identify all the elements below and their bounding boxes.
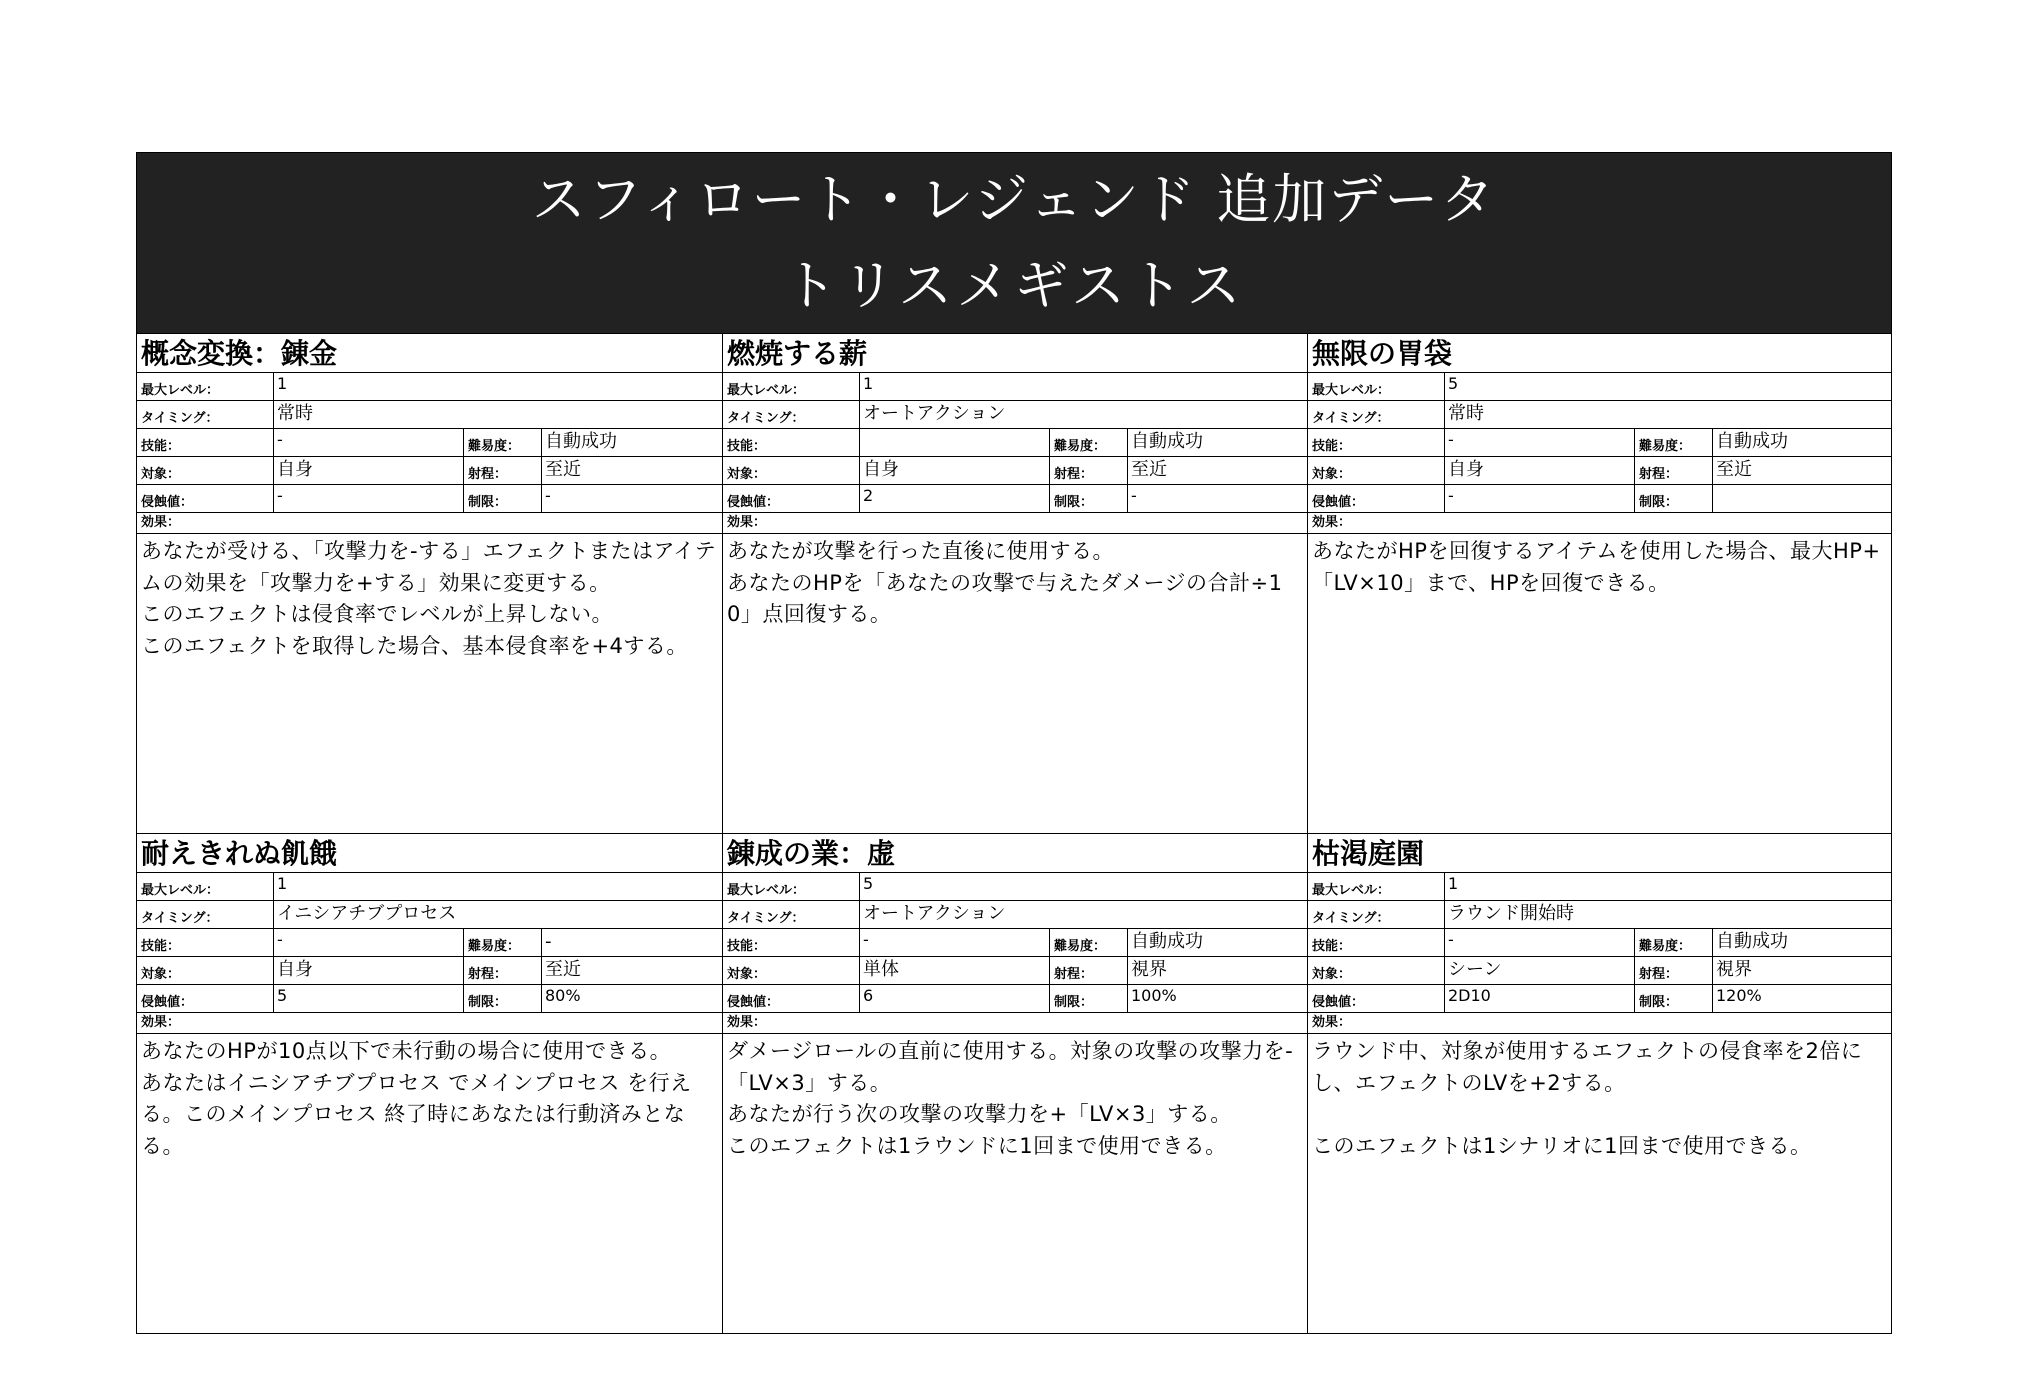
erosion-label: 侵蝕値： (727, 495, 780, 510)
max-level-value: 1 (273, 373, 722, 400)
difficulty-label: 難易度： (1049, 429, 1127, 456)
effect-name: 概念変換：錬金 (137, 334, 722, 373)
timing-label: タイミング： (141, 411, 219, 426)
max-level-row (723, 873, 1307, 901)
limit-label: 制限： (1634, 985, 1712, 1012)
timing-row (723, 901, 1307, 929)
range-value: 至近 (1127, 457, 1307, 484)
effect-label: 効果： (1308, 1013, 1891, 1034)
max-level-row (137, 873, 722, 901)
target-label: 対象： (141, 967, 181, 982)
effect-name: 耐えきれぬ飢餓 (137, 834, 722, 873)
timing-row (137, 901, 722, 929)
max-level-row (1308, 873, 1891, 901)
limit-value: 120% (1712, 985, 1891, 1012)
limit-value: 100% (1127, 985, 1307, 1012)
timing-label: タイミング： (1312, 911, 1390, 926)
timing-label: タイミング： (141, 911, 219, 926)
limit-label: 制限： (1634, 485, 1712, 512)
target-label: 対象： (727, 967, 767, 982)
difficulty-value: 自動成功 (1127, 929, 1307, 956)
effect-line: このエフェクトは1シナリオに1回まで使用できる。 (1312, 1133, 1812, 1158)
effect-text (137, 1034, 722, 1333)
erosion-label: 侵蝕値： (1312, 995, 1365, 1010)
range-label: 射程： (463, 957, 541, 984)
timing-value: オートアクション (859, 901, 1307, 928)
limit-value: - (1127, 485, 1307, 512)
timing-value: イニシアチブプロセス (273, 901, 722, 928)
effect-card (1307, 833, 1891, 1333)
effect-line: あなたのHPが10点以下で未行動の場合に使用できる。 (141, 1039, 672, 1063)
limit-label: 制限： (1049, 485, 1127, 512)
difficulty-label: 難易度： (1049, 929, 1127, 956)
effect-line (1312, 1099, 1887, 1131)
effect-line: あなたが受ける、「攻撃力を-する」エフェクトまたはアイテムの効果を「攻撃力を+する」効果に変更する。 (141, 539, 717, 595)
skill-row (137, 929, 722, 957)
timing-value: ラウンド開始時 (1444, 901, 1891, 928)
effect-line: あなたが行う次の攻撃の攻撃力を+「LV×3」する。 (727, 1102, 1232, 1126)
page-subtitle: トリスメギストス (783, 254, 1245, 317)
limit-value: - (541, 485, 722, 512)
range-label: 射程： (1049, 957, 1127, 984)
effect-line: あなたがHPを回復するアイテムを使用した場合、最大HP+「LV×10」まで、HPを回復できる。 (1312, 539, 1881, 595)
effect-label: 効果： (723, 513, 1307, 534)
target-row (1308, 957, 1891, 985)
effect-card (1307, 333, 1891, 833)
effect-sheet (136, 152, 1892, 1334)
difficulty-value: 自動成功 (1712, 429, 1891, 456)
effect-text (137, 534, 722, 833)
timing-value: 常時 (1444, 401, 1891, 428)
erosion-value: - (273, 485, 463, 512)
effect-line: ダメージロールの直前に使用する。対象の攻撃の攻撃力を-「LV×3」する。 (727, 1039, 1294, 1095)
title-banner (137, 153, 1891, 333)
range-value: 至近 (541, 957, 722, 984)
skill-value: - (1444, 429, 1634, 456)
effect-card (137, 333, 722, 833)
effect-card (722, 333, 1307, 833)
timing-row (723, 401, 1307, 429)
difficulty-value: 自動成功 (1127, 429, 1307, 456)
effect-line: あなたのHPを「あなたの攻撃で与えたダメージの合計÷10」点回復する。 (727, 570, 1283, 626)
timing-label: タイミング： (727, 411, 805, 426)
target-row (137, 457, 722, 485)
erosion-value: 2 (859, 485, 1049, 512)
target-value: 単体 (859, 957, 1049, 984)
target-label: 対象： (1312, 967, 1352, 982)
target-value: 自身 (859, 457, 1049, 484)
max-level-row (137, 373, 722, 401)
limit-label: 制限： (463, 485, 541, 512)
effect-name: 錬成の業：虚 (723, 834, 1307, 873)
range-label: 射程： (1634, 457, 1712, 484)
erosion-label: 侵蝕値： (141, 495, 194, 510)
timing-row (1308, 901, 1891, 929)
skill-value: - (859, 929, 1049, 956)
max-level-row (1308, 373, 1891, 401)
skill-value (859, 429, 1049, 456)
effect-card (722, 833, 1307, 1333)
difficulty-value: 自動成功 (541, 429, 722, 456)
effect-text (723, 534, 1307, 833)
range-value: 至近 (541, 457, 722, 484)
erosion-row (1308, 985, 1891, 1013)
max-level-value: 1 (859, 373, 1307, 400)
skill-value: - (273, 429, 463, 456)
effect-label: 効果： (723, 1013, 1307, 1034)
limit-value (1712, 485, 1891, 512)
range-label: 射程： (1634, 957, 1712, 984)
timing-label: タイミング： (727, 911, 805, 926)
skill-label: 技能： (141, 439, 181, 454)
effect-name: 枯渇庭園 (1308, 834, 1891, 873)
erosion-label: 侵蝕値： (727, 995, 780, 1010)
target-row (723, 457, 1307, 485)
max-level-value: 5 (859, 873, 1307, 900)
effect-text (1308, 1034, 1891, 1333)
target-value: 自身 (1444, 457, 1634, 484)
erosion-value: 6 (859, 985, 1049, 1012)
max-level-label: 最大レベル： (727, 383, 806, 398)
effect-label: 効果： (137, 1013, 722, 1034)
difficulty-value: 自動成功 (1712, 929, 1891, 956)
erosion-label: 侵蝕値： (141, 995, 194, 1010)
timing-row (1308, 401, 1891, 429)
skill-row (723, 929, 1307, 957)
target-value: 自身 (273, 457, 463, 484)
effect-label: 効果： (137, 513, 722, 534)
difficulty-label: 難易度： (463, 929, 541, 956)
erosion-row (1308, 485, 1891, 513)
difficulty-label: 難易度： (463, 429, 541, 456)
erosion-row (723, 485, 1307, 513)
max-level-value: 1 (273, 873, 722, 900)
limit-value: 80% (541, 985, 722, 1012)
target-label: 対象： (727, 467, 767, 482)
erosion-row (723, 985, 1307, 1013)
effect-line: このエフェクトは1ラウンドに1回まで使用できる。 (727, 1133, 1227, 1158)
max-level-value: 5 (1444, 373, 1891, 400)
range-label: 射程： (1049, 457, 1127, 484)
skill-value: - (273, 929, 463, 956)
target-value: シーン (1444, 957, 1634, 984)
target-row (137, 957, 722, 985)
effect-name: 燃焼する薪 (723, 334, 1307, 373)
target-value: 自身 (273, 957, 463, 984)
difficulty-label: 難易度： (1634, 429, 1712, 456)
skill-row (137, 429, 722, 457)
erosion-value: 2D10 (1444, 985, 1634, 1012)
skill-row (1308, 929, 1891, 957)
effect-line: あなたはイニシアチブプロセス でメインプロセス を行える。このメインプロセス 終了時にあなたは行動済みとなる。 (141, 1070, 692, 1158)
skill-label: 技能： (727, 439, 767, 454)
max-level-label: 最大レベル： (727, 883, 806, 898)
difficulty-label: 難易度： (1634, 929, 1712, 956)
limit-label: 制限： (1049, 985, 1127, 1012)
effect-line: このエフェクトを取得した場合、基本侵食率を+4する。 (141, 633, 688, 658)
max-level-label: 最大レベル： (141, 383, 220, 398)
skill-value: - (1444, 929, 1634, 956)
limit-label: 制限： (463, 985, 541, 1012)
target-row (1308, 457, 1891, 485)
max-level-label: 最大レベル： (1312, 383, 1391, 398)
target-row (723, 957, 1307, 985)
timing-row (137, 401, 722, 429)
effect-label: 効果： (1308, 513, 1891, 534)
timing-value: オートアクション (859, 401, 1307, 428)
erosion-value: 5 (273, 985, 463, 1012)
erosion-label: 侵蝕値： (1312, 495, 1365, 510)
range-value: 至近 (1712, 457, 1891, 484)
erosion-value: - (1444, 485, 1634, 512)
max-level-value: 1 (1444, 873, 1891, 900)
target-label: 対象： (141, 467, 181, 482)
target-label: 対象： (1312, 467, 1352, 482)
range-label: 射程： (463, 457, 541, 484)
effect-card (137, 833, 722, 1333)
skill-label: 技能： (141, 939, 181, 954)
effect-line: このエフェクトは侵食率でレベルが上昇しない。 (141, 602, 613, 626)
effect-text (723, 1034, 1307, 1333)
erosion-row (137, 485, 722, 513)
effect-grid (137, 333, 1891, 1333)
max-level-label: 最大レベル： (141, 883, 220, 898)
erosion-row (137, 985, 722, 1013)
difficulty-value: - (541, 929, 722, 956)
page-title: スフィロート・レジェンド 追加データ (531, 168, 1497, 231)
skill-row (1308, 429, 1891, 457)
effect-line: あなたが攻撃を行った直後に使用する。 (727, 539, 1114, 563)
skill-label: 技能： (1312, 439, 1352, 454)
skill-row (723, 429, 1307, 457)
max-level-row (723, 373, 1307, 401)
effect-name: 無限の胃袋 (1308, 334, 1891, 373)
timing-value: 常時 (273, 401, 722, 428)
timing-label: タイミング： (1312, 411, 1390, 426)
effect-text (1308, 534, 1891, 833)
range-value: 視界 (1712, 957, 1891, 984)
max-level-label: 最大レベル： (1312, 883, 1391, 898)
skill-label: 技能： (727, 939, 767, 954)
range-value: 視界 (1127, 957, 1307, 984)
effect-line: ラウンド中、対象が使用するエフェクトの侵食率を2倍にし、エフェクトのLVを+2する。 (1312, 1039, 1863, 1095)
skill-label: 技能： (1312, 939, 1352, 954)
